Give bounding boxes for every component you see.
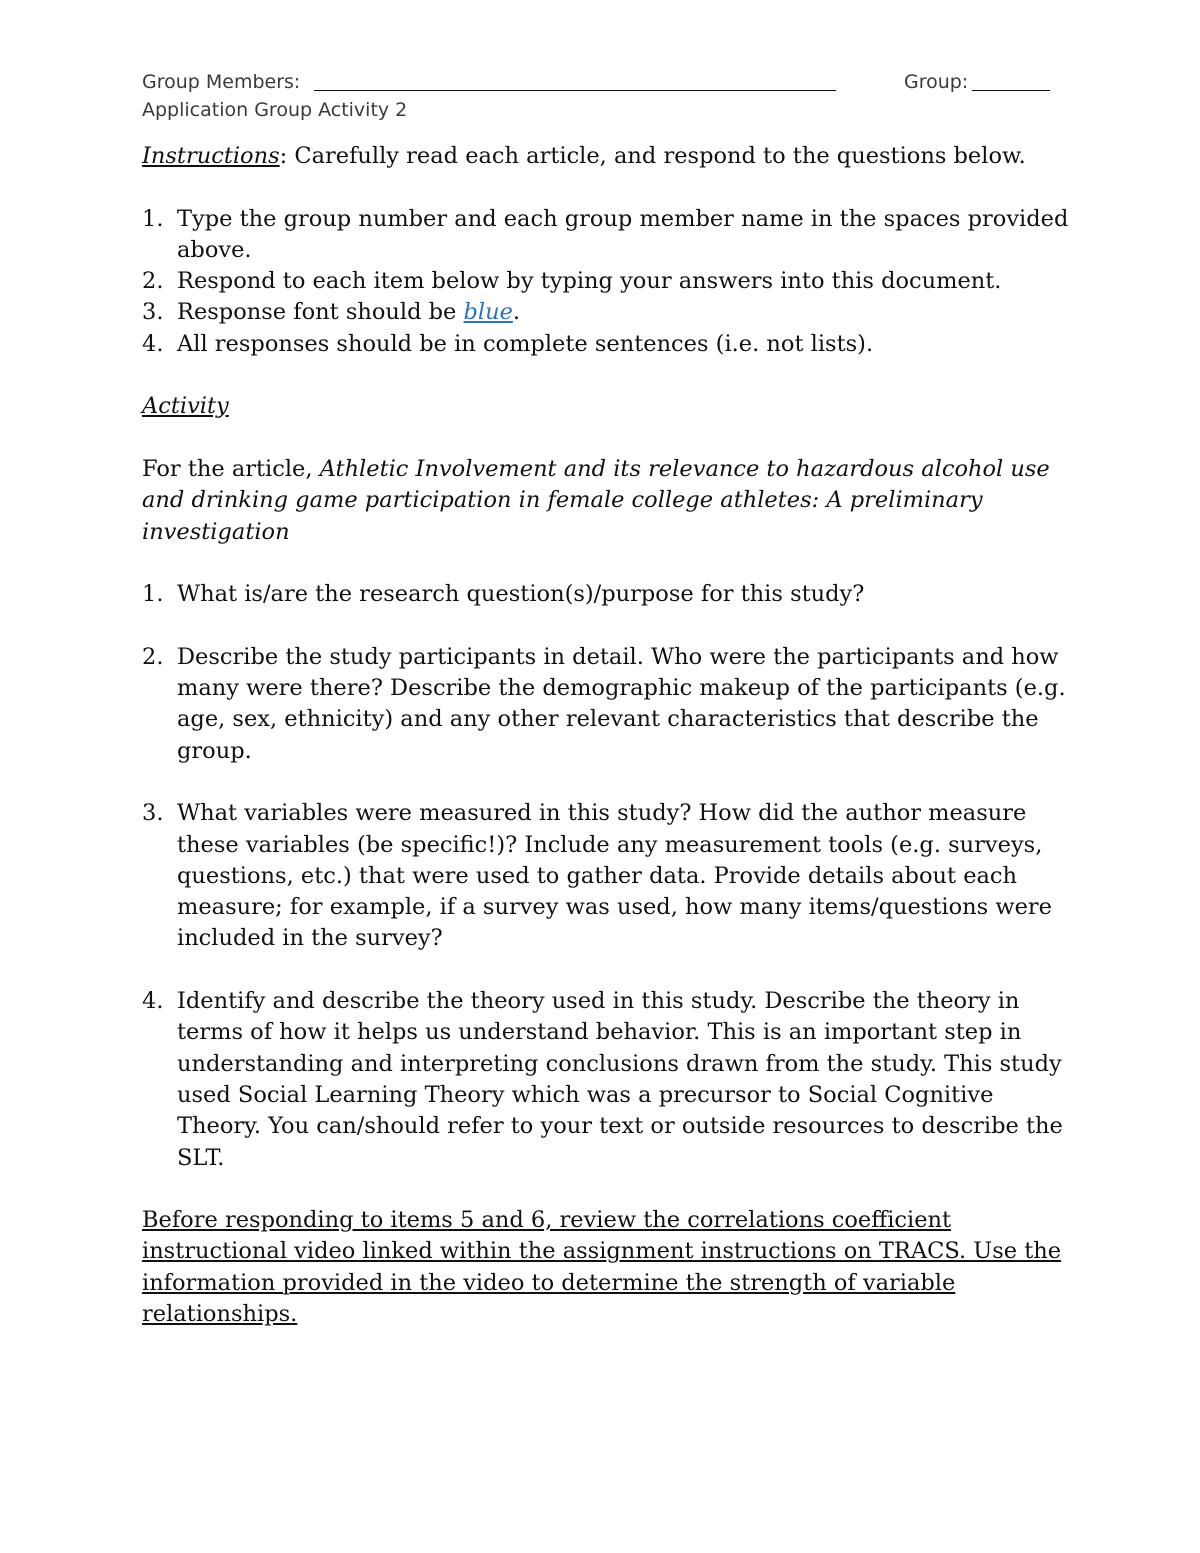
list-item-text: Respond to each item below by typing your answers into this document. [177, 268, 1002, 295]
question-item [142, 798, 1072, 954]
question-number: 4. [142, 988, 164, 1015]
activity-heading: Activity [142, 393, 229, 420]
document-subtitle: Application Group Activity 2 [142, 99, 408, 121]
article-title: Athletic Involvement and its relevance to hazardous alcohol use and drinking game participation in female college athletes: A preliminary investigation [142, 455, 1050, 545]
group-label: Group: [904, 71, 969, 93]
group-number-blank[interactable] [972, 90, 1050, 91]
question-text: Identify and describe the theory used in this study. Describe the theory in terms of how it helps us understand behavior. This is an important step in understanding and interpreting conclusions drawn from the study. This study used Social Learning Theory which was a precursor to Social Cognitive Theory. You can/should refer to your text or outside resources to describe the SLT. [177, 988, 1063, 1171]
list-item-number: 1. [142, 205, 164, 232]
question-item [142, 642, 1072, 767]
list-item-text-post: . [512, 299, 521, 326]
list-item [142, 266, 1072, 297]
header-row [142, 68, 1062, 96]
question-text: What is/are the research question(s)/purpose for this study? [177, 581, 865, 608]
list-item-text: Type the group number and each group member name in the spaces provided above. [177, 205, 1069, 263]
blue-link[interactable]: blue [463, 299, 513, 326]
document-body [142, 141, 1072, 1330]
instructions-paragraph [142, 141, 1072, 172]
question-text: Describe the study participants in detail. Who were the participants and how many were there? Describe the demographic makeup of the participants (e.g. age, sex, ethnicity) and any other relevant characteristics that describe the group. [177, 643, 1066, 764]
instruction-steps-list [142, 204, 1072, 360]
list-item-number: 4. [142, 330, 164, 357]
list-item-number: 2. [142, 268, 164, 295]
article-paragraph [142, 454, 1072, 548]
question-item [142, 579, 1072, 610]
instructions-text: : Carefully read each article, and respond to the questions below. [279, 143, 1026, 169]
list-item-text-pre: Response font should be [177, 299, 464, 326]
group-members-label: Group Members: [142, 71, 301, 93]
questions-list [142, 579, 1072, 1174]
group-members-blank[interactable] [314, 90, 836, 91]
page-header [142, 68, 1062, 124]
list-item [142, 204, 1072, 267]
list-item-text: All responses should be in complete sentences (i.e. not lists). [177, 330, 874, 357]
question-item [142, 986, 1072, 1174]
correlation-note: Before responding to items 5 and 6, review the correlations coefficient instructional video linked within the assignment instructions on TRACS. Use the information provided in the video to determine the strength of variable relationships. [142, 1207, 1062, 1327]
question-number: 1. [142, 581, 164, 608]
list-item [142, 329, 1072, 360]
instructions-label: Instructions [142, 143, 280, 169]
question-number: 3. [142, 800, 164, 827]
question-text: What variables were measured in this study? How did the author measure these variables (be specific!)? Include any measurement tools (e.g. surveys, questions, etc.) that were used to gather data. Provide details about each measure; for example, if a survey was used, how many items/questions were included in the survey? [177, 800, 1052, 952]
list-item [142, 297, 1072, 328]
list-item-number: 3. [142, 299, 164, 326]
question-number: 2. [142, 643, 164, 670]
article-intro: For the article, [142, 455, 320, 482]
